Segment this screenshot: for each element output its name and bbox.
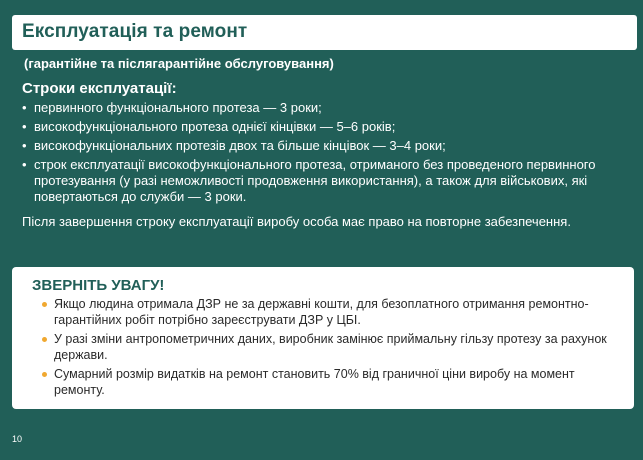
- list-item: [22, 119, 622, 135]
- terms-list: [22, 100, 622, 208]
- notice-text: У разі зміни антропометричних даних, виробник замінює приймальну гільзу протезу за рахунок держави.: [54, 332, 607, 362]
- notice-text: Сумарний розмір видатків на ремонт становить 70% від граничної ціни виробу на момент ремонту.: [54, 367, 575, 397]
- bullet-icon: •: [22, 157, 27, 172]
- bullet-icon: •: [22, 138, 27, 153]
- list-item: [42, 297, 617, 328]
- list-item: [22, 157, 622, 205]
- bullet-icon: [42, 372, 47, 377]
- bullet-icon: [42, 337, 47, 342]
- bullet-icon: [42, 302, 47, 307]
- list-item: [22, 138, 622, 154]
- notice-text: Якщо людина отримала ДЗР не за державні кошти, для безоплатного отримання ремонтно-гарантійних робіт потрібно зареєструвати ДЗР у ЦБІ.: [54, 297, 589, 327]
- term-text: первинного функціонального протеза — 3 роки;: [34, 100, 322, 115]
- after-terms-text: Після завершення строку експлуатації виробу особа має право на повторне забезпечення.: [22, 214, 571, 229]
- list-item: [22, 100, 622, 116]
- terms-heading: Строки експлуатації:: [22, 80, 177, 97]
- notice-heading: ЗВЕРНІТЬ УВАГУ!: [32, 277, 165, 294]
- bullet-icon: •: [22, 119, 27, 134]
- list-item: [42, 367, 617, 398]
- term-text: строк експлуатації високофункціонального протеза, отриманого без проведеного первинного протезування (у разі неможливості продовження використання), а також для військових, які повертаються до служби — 3 роки.: [34, 157, 596, 204]
- term-text: високофункціональних протезів двох та більше кінцівок — 3–4 роки;: [34, 138, 446, 153]
- notice-list: [42, 297, 617, 402]
- term-text: високофункціонального протеза однієї кінцівки — 5–6 років;: [34, 119, 396, 134]
- page-subtitle: (гарантійне та післягарантійне обслуговування): [24, 56, 334, 71]
- page-title: Експлуатація та ремонт: [22, 21, 248, 42]
- list-item: [42, 332, 617, 363]
- bullet-icon: •: [22, 100, 27, 115]
- page-number: 10: [12, 434, 23, 444]
- notice-box: [12, 267, 634, 409]
- title-bar: [12, 15, 637, 50]
